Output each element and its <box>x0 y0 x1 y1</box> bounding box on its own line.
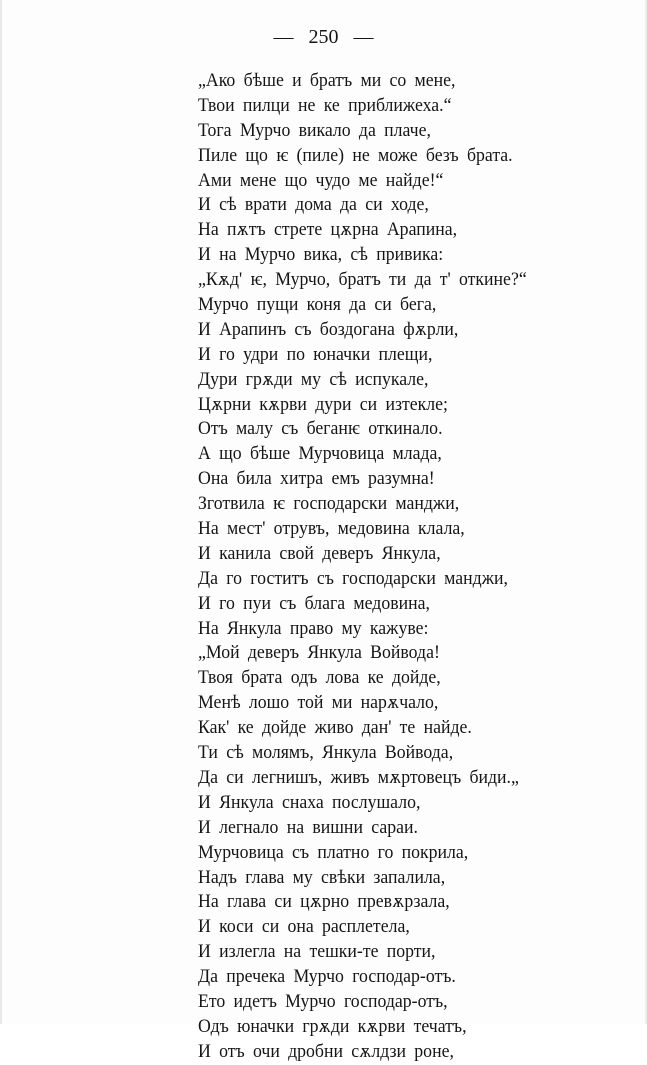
page-number: — 250 — <box>273 26 374 48</box>
poem-line: Да пречека Мурчо господар-отъ. <box>198 967 456 988</box>
poem-line: И излегла на тешки-те порти, <box>198 942 436 963</box>
poem-line: Отъ малу съ беганѥ откинало. <box>198 419 443 440</box>
poem-line: Мурчовица съ платно го покрила, <box>198 842 469 863</box>
poem-line: Ето идетъ Мурчо господар-отъ, <box>198 991 448 1012</box>
poem-line: Надъ глава му свѣки запалила, <box>198 867 446 888</box>
poem-line: Менѣ лошо той ми нарѫчало, <box>198 693 439 714</box>
poem-line: На мест' отрувъ, медовина клала, <box>198 519 465 540</box>
poem-line: И го удри по юначки плещи, <box>198 344 433 365</box>
poem-line: Твоя брата одъ лова ке дойде, <box>198 668 441 689</box>
poem-line: Да го гоститъ съ господарски манджи, <box>198 568 508 589</box>
poem-line: На глава си цѫрно превѫрзала, <box>198 892 450 913</box>
poem-line: „Мой деверъ Янкула Войвода! <box>198 643 440 664</box>
poem-line: Ти сѣ молямъ, Янкула Войвода, <box>198 743 454 764</box>
poem-line: „Кѫд' ѥ, Мурчо, братъ ти да т' откине?“ <box>198 270 527 291</box>
poem-line: Твои пилци не ке приближеха.“ <box>198 95 452 116</box>
poem-line: Как' ке дойде живо дан' те найде. <box>198 718 472 739</box>
poem-line: А що бѣше Мурчовица млада, <box>198 444 442 465</box>
poem-line: Пиле що ѥ (пиле) не може безъ брата. <box>198 145 513 166</box>
poem-line: Зготвила ѥ господарски манджи, <box>198 494 460 515</box>
poem-line: Цѫрни кѫрви дури си изтекле; <box>198 394 448 415</box>
poem-line: Одъ юначки грѫди кѫрви течатъ, <box>198 1016 467 1037</box>
poem-line: И легнало на вишни сараи. <box>198 817 418 838</box>
poem-line: Ами мене що чудо ме найде!“ <box>198 170 444 191</box>
poem-line: Тога Мурчо викало да плаче, <box>198 120 431 141</box>
poem-line: И канила свой деверъ Янкула, <box>198 543 441 564</box>
poem-line: И коси си она расплетела, <box>198 917 410 938</box>
poem-line: И на Мурчо вика, сѣ привика: <box>198 245 444 266</box>
poem-line: И го пуи съ блага медовина, <box>198 593 430 614</box>
poem-line: И сѣ врати дома да си ходе, <box>198 195 429 216</box>
poem-line: И Арапинъ съ боздогана фѫрли, <box>198 319 459 340</box>
poem-line: Она била хитра емъ разумна! <box>198 469 435 490</box>
poem-line: На пѫтъ стрете цѫрна Арапина, <box>198 220 458 241</box>
poem-line: И отъ очи дробни сѫлдзи роне, <box>198 1041 454 1062</box>
poem-text <box>198 69 540 1065</box>
poem-line: „Ако бѣше и братъ ми со мене, <box>198 71 456 91</box>
poem-line: Дури грѫди му сѣ испукале, <box>198 369 429 390</box>
poem-line: Да си легнишъ, живъ мѫртовецъ биди.„ <box>198 767 519 788</box>
poem-line: Мурчо пущи коня да си бега, <box>198 295 437 316</box>
poem-line: И Янкула снаха послушало, <box>198 792 421 813</box>
poem-line: На Янкула право му кажуве: <box>198 618 429 639</box>
